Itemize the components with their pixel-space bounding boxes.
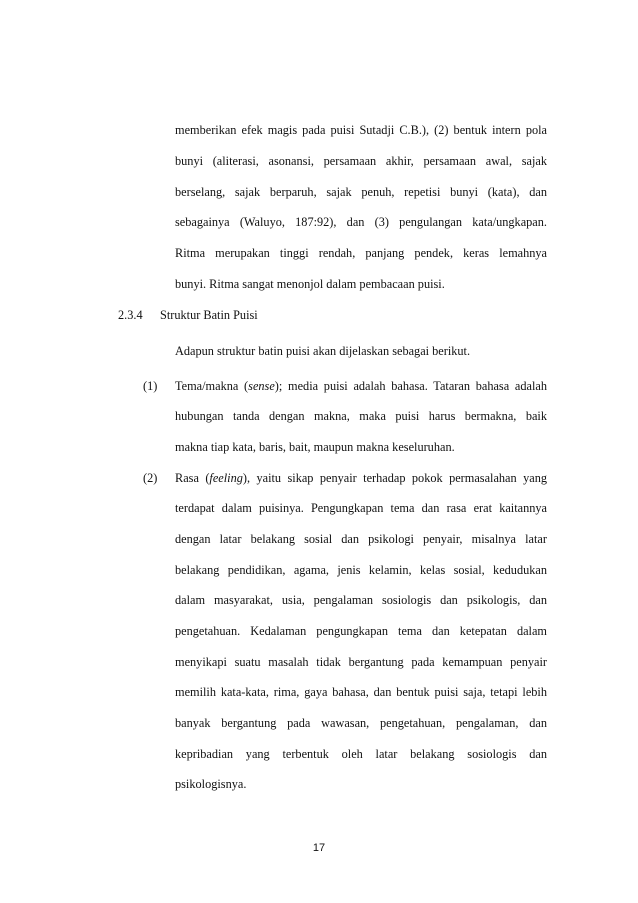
para1-line-6: bunyi. Ritma sangat menonjol dalam pembacaan puisi. bbox=[175, 277, 445, 291]
item1-line-1 bbox=[175, 378, 547, 394]
item2-marker: (2) bbox=[143, 471, 158, 485]
item2-line-4: belakang pendidikan, agama, jenis kelamin, kelas sosial, kedudukan bbox=[175, 563, 547, 577]
intro-text: Adapun struktur batin puisi akan dijelaskan sebagai berikut. bbox=[175, 344, 471, 358]
item2-term-italic: feeling bbox=[209, 471, 243, 485]
item2-line-1 bbox=[175, 470, 547, 486]
item2-line-7: menyikapi suatu masalah tidak bergantung pada kemampuan penyair bbox=[175, 655, 547, 669]
item2-line-11: psikologisnya. bbox=[175, 777, 247, 791]
section-title: Struktur Batin Puisi bbox=[160, 308, 258, 322]
item1-marker: (1) bbox=[143, 379, 158, 393]
item2-term: Rasa ( bbox=[175, 471, 210, 485]
item2-line-3: dengan latar belakang sosial dan psikologi penyair, misalnya latar bbox=[175, 532, 547, 546]
item2-line-9: banyak bergantung pada wawasan, pengetahuan, pengalaman, dan bbox=[175, 716, 547, 730]
para1-line-4: sebagainya (Waluyo, 187:92), dan (3) pengulangan kata/ungkapan. bbox=[175, 215, 547, 229]
page-number: 17 bbox=[312, 842, 326, 854]
item1-line-3: makna tiap kata, baris, bait, maupun makna keseluruhan. bbox=[175, 440, 455, 454]
item2-rest: ), yaitu sikap penyair terhadap pokok permasalahan yang bbox=[242, 471, 547, 485]
item2-line-8: memilih kata-kata, rima, gaya bahasa, dan bentuk puisi saja, tetapi lebih bbox=[175, 685, 547, 699]
item1-rest: ); media puisi adalah bahasa. Tataran bahasa adalah bbox=[274, 379, 547, 393]
item2-line-6: pengetahuan. Kedalaman pengungkapan tema dan ketepatan dalam bbox=[175, 624, 547, 638]
item2-line-5: dalam masyarakat, usia, pengalaman sosiologis dan psikologis, dan bbox=[175, 593, 547, 607]
para1-line-2: bunyi (aliterasi, asonansi, persamaan akhir, persamaan awal, sajak bbox=[175, 154, 547, 168]
item2-line-2: terdapat dalam puisinya. Pengungkapan tema dan rasa erat kaitannya bbox=[175, 501, 547, 515]
para1-line-3: berselang, sajak berparuh, sajak penuh, repetisi bunyi (kata), dan bbox=[175, 185, 547, 199]
item1-line-2: hubungan tanda dengan makna, maka puisi harus bermakna, baik bbox=[175, 409, 547, 423]
item1-term-italic: sense bbox=[248, 379, 275, 393]
para1-line-5: Ritma merupakan tinggi rendah, panjang pendek, keras lemahnya bbox=[175, 246, 547, 260]
para1-line-1: memberikan efek magis pada puisi Sutadji C.B.), (2) bentuk intern pola bbox=[175, 123, 547, 137]
section-number: 2.3.4 bbox=[118, 308, 143, 322]
item2-line-10: kepribadian yang terbentuk oleh latar belakang sosiologis dan bbox=[175, 747, 547, 761]
item1-term: Tema/makna ( bbox=[175, 379, 249, 393]
